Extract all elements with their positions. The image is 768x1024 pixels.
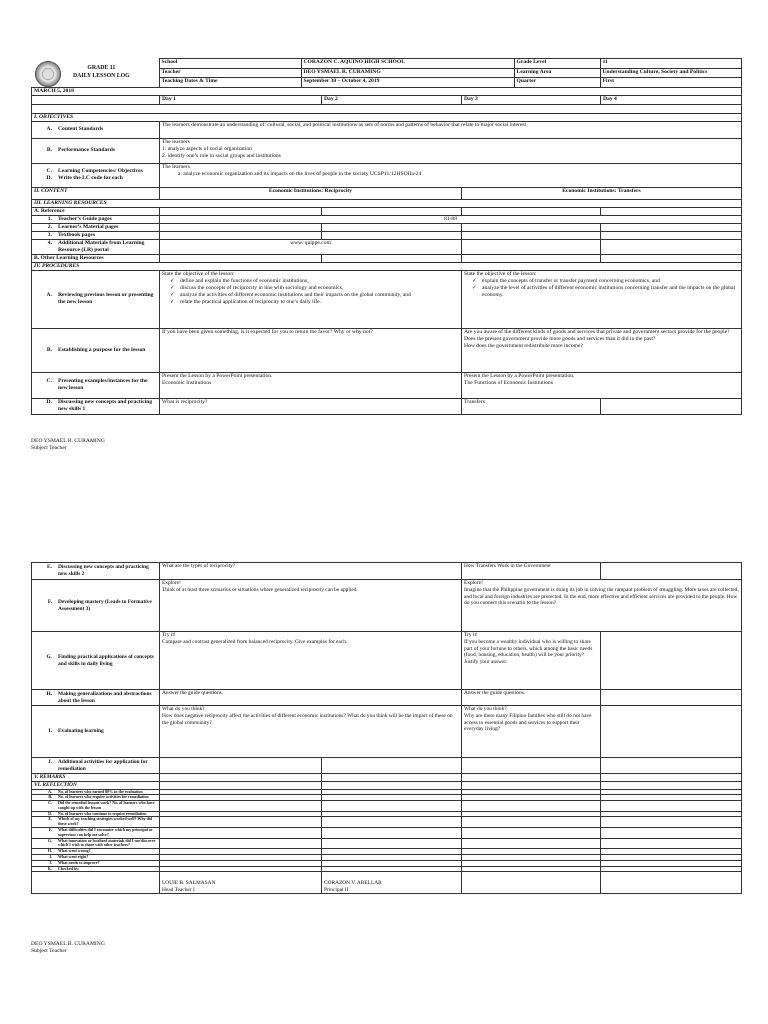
dates-value: September 30 – October 4, 2019 — [301, 78, 514, 88]
proc-b-label: Establishing a purpose for the lesson — [58, 346, 146, 353]
proc-b-day-3-4: Are you aware of the different kinds of goods and services that private and government sectors provide for the people? Does the present government provide more goods and services than it did in the past? How does the government redistribute more income? — [462, 328, 742, 372]
quarter-value: First — [600, 78, 741, 88]
proc-e-day-3: How Transfers Work in the Government — [462, 563, 601, 580]
proc-f-day-3-4: Explore! Imagine that the Philippine government is doing its job in solving the rampant problem of smuggling. More taxes are collected, and local and foreign industries are protected. In the end, more effective and efficient services are provided to the people. How do you connect this scenario to the lesson? — [462, 580, 742, 632]
other-resources-label: B. Other Learning Resources — [32, 254, 160, 262]
reflection-row: H. What went wrong? — [32, 849, 742, 855]
proc-e-label: Discussing new concepts and practicing new skills 2 — [58, 564, 149, 577]
reflection-rows — [32, 789, 742, 872]
reflection-row: J. What needs to improve? — [32, 860, 742, 866]
proc-c-day-1-2: Present the Lesson by a PowerPoint presentation. Economic Institutions — [160, 372, 462, 398]
performance-standards-text: The learners 1. analyze aspects of social organization 2. identify one’s role in social groups and institutions — [160, 138, 742, 163]
proc-d-day-3: Transfers — [462, 398, 601, 414]
reflection-row: D. No. of learners who continue to require remediation — [32, 811, 742, 817]
proc-h-day-1-2: Answer the guide questions. — [160, 690, 462, 706]
signature-role: Subject Teacher — [31, 948, 67, 955]
log-title: GRADE 11 — [87, 65, 116, 72]
signature-block-2 — [31, 941, 105, 956]
reflection-row: C. Did the remedial lessons work? No. of learners who have caught up with the lesson — [32, 801, 742, 812]
reflection-row: E. Which of my teaching strategies worked well? Why did these work? — [32, 817, 742, 828]
lesson-log-page-2 — [31, 562, 741, 894]
reflection-item-label: What needs to improve? — [58, 860, 100, 865]
log-date: MARCH 5, 2018 — [32, 87, 742, 95]
reflection-item-label: No. of learners who continue to require remediation — [58, 811, 147, 816]
checker-2: CORAZON V. ABELLAR Principal II — [322, 872, 462, 894]
deped-seal-icon — [35, 61, 61, 87]
reflection-item-label: What innovation or localized materials did I use/discover which I wish to share with other teachers? — [58, 838, 156, 848]
content-heading: II. CONTENT — [32, 187, 160, 199]
proc-i-day-3: What do you think? Why are there many Filipino families who still do not have access to essential goods and services to support their everyday living? — [462, 706, 601, 758]
lr-portal-label: Additional Materials from Learning Resource (LR) portal — [58, 239, 145, 253]
content-day-1-2: Economic Institutions: Reciprocity — [160, 187, 462, 199]
content-day-3-4: Economic Institutions: Transfers — [462, 187, 742, 199]
proc-c-day-3-4: Present the Lesson by a PowerPoint presentation. The Functions of Economic Institutions — [462, 372, 742, 398]
proc-h-label: Making generalizations and abstractions about the lesson — [58, 690, 152, 704]
proc-a-objective: ✓ explain the concepts of transfer or transfer payment concerning economics, and — [482, 278, 739, 285]
log-subtitle: DAILY LESSON LOG — [73, 72, 130, 79]
area-label: Learning Area — [514, 68, 600, 78]
reflection-heading: VI. REFLECTION — [32, 781, 160, 789]
reflection-item-label: What went wrong? — [58, 848, 91, 854]
performance-standards-label: Performance Standards — [58, 147, 116, 154]
content-standards-text: The learners demonstrate an understanding of: cultural, social, and political institutions as sets of norms and patterns of behavior that relate to major social interest — [160, 121, 742, 138]
reflection-row: I. What went right? — [32, 855, 742, 861]
reference-heading: A. Reference — [32, 207, 160, 215]
dates-label: Teaching Dates & Time — [159, 78, 301, 88]
reflection-row: A. No. of learners who earned 80% in the evaluation — [32, 789, 742, 795]
proc-i-day-1-2: What do you think? How does negative reciprocity affect the activities of different economic institutions? What do you think will be the impact of these on the global community? — [160, 706, 462, 758]
day-4-header: Day 4 — [601, 95, 742, 104]
day-3-header: Day 3 — [462, 95, 601, 104]
reflection-item-label: What went right? — [58, 854, 89, 860]
competencies-label: Learning Competencies/ Objectives Write the LC code for each — [58, 168, 143, 182]
signature-name: DEO YSMAEL R. CURAMING — [31, 438, 105, 444]
grade-value: 11 — [600, 59, 741, 69]
textbook-pages-label: Textbook pages — [58, 231, 95, 238]
reflection-item-label: Which of my teaching strategies worked well? Why did these work? — [58, 816, 153, 827]
proc-a-day-3-4: State the objective of the lesson: ✓ explain the concepts of transfer or transfer payment concerning economics, and ✓ analyze the level of activities of different economic institutions concerning transfer and the impacts on the global economy. — [462, 270, 742, 328]
signature-block-1 — [31, 438, 105, 453]
teacher-value: DEO YSMAEL R. CURAMING — [301, 68, 514, 78]
reflection-row: G. What innovation or localized materials did I use/discover which I wish to share with other teachers? — [32, 838, 742, 849]
proc-a-objective: ✓ analyze the activities of different economic institutions and their impacts on the global community, and — [180, 292, 459, 299]
reflection-item-label: No. of learners who require activities for remediation — [58, 794, 149, 800]
day-1-header: Day 1 — [160, 95, 322, 104]
tg-pages-label: Teacher’s Guide pages — [58, 215, 112, 222]
checker-1: LOUIE B. SALMASAN Head Teacher I — [160, 872, 322, 894]
reflection-row: B. No. of learners who require activities for remediation — [32, 795, 742, 801]
proc-e-day-1-2: What are the types of reciprocity? — [160, 563, 462, 580]
procedures-table-continued: E. Discussing new concepts and practicing new skills 2 What are the types of reciprocity? How Transfers Work in the Government F. Developing mastery (Leads to Formative Assessment 3) Explore! Think of at least three scenarios or situations where generalized reciprocity can be applied. Explore! Imagine that the Philippine government is doing its job in solving the rampant problem of smuggling. More taxes are collected, and local and foreign industries are protected. In the end, more effective and efficient services are provided to the people. How do you connect this scenario to the lesson? G. Finding practical applications of concepts and skills in daily living Try it! Compare and contrast generalized from balanced reciprocity. Give examples for each. Try it! If you become a wealthy individual who is willing to share part of your fortune to others, which among the basic needs (food, housing, education, health) will be your priority? Justify your answer. H. Making generalizations and abstractions about the lesson Answer the guide questions. Answer the guide questions. I. Evaluating learning What do you think? How does negative reciprocity affect the activities of different economic institutions? What do you think will be the impact of these on the global community? What do you think? Why are there many Filipino families who still do not have access to essential goods and services to support their everyday living? J. Additional activities for application for remediation V. REMARKS VI. REFLECTION A. No. of learners who earned 80% in the evaluation B. No. of learners who require activities for remediation C. Did the remedial lessons work? No. of learners who have caught up with the lesson D. No. of learners who continue to require remediation E. Which of my teaching strategies worked well? Why did these work? F. What difficulties did I encounter which my principal or supervisor can help me solve? G. What innovation or localized materials did I use/discover which I wish to share with other teachers? H. What went wrong? I. What went right? J. What needs to improve? K. Checked by: LOUIE B. SALMASAN Head Teacher I CORAZON V. ABELLAR Principal II — [31, 562, 742, 894]
lesson-log-page-1 — [31, 58, 741, 415]
proc-f-label: Developing mastery (Leads to Formative Assessment 3) — [58, 598, 152, 612]
proc-i-label: Evaluating learning — [58, 728, 104, 735]
reflection-item-label: Did the remedial lessons work? No. of learners who have caught up with the lesson — [58, 800, 155, 810]
school-label: School — [159, 59, 301, 69]
competencies-text: The learners a. analyze economic organization and its impacts on the lives of people in the society UCSP11/12HSOIIa-24 — [160, 163, 742, 187]
tg-pages-value: 81-88 — [160, 215, 742, 223]
proc-d-label: Discussing new concepts and practicing new skills 1 — [58, 399, 153, 413]
reflection-item-label: What difficulties did I encounter which my principal or supervisor can help me solve? — [58, 827, 153, 837]
proc-j-label: Additional activities for application for remediation — [58, 758, 148, 772]
proc-a-objective: ✓ relate the practical application of reciprocity to one’s daily life. — [180, 299, 459, 306]
reflection-item-label: No. of learners who earned 80% in the evaluation — [58, 789, 143, 794]
area-value: Understanding Culture, Society and Politics — [600, 68, 741, 78]
proc-h-day-3: Answer the guide questions. — [462, 690, 601, 706]
proc-a-label: Reviewing previous lesson or presenting the new lesson — [58, 292, 154, 306]
proc-f-day-1-2: Explore! Think of at least three scenarios or situations where generalized reciprocity can be applied. — [160, 580, 462, 632]
proc-d-day-1-2: What is reciprocity? — [160, 398, 462, 414]
proc-a-objective: ✓ discuss the concepts of reciprocity in line with sociology and economics, — [180, 285, 459, 292]
quarter-label: Quarter — [514, 78, 600, 88]
procedures-heading: IV. PROCEDURES — [32, 262, 742, 270]
lm-pages-label: Learner’s Material pages — [58, 223, 119, 230]
reflection-row: F. What difficulties did I encounter which my principal or supervisor can help me solve? — [32, 828, 742, 839]
grade-label: Grade Level — [514, 59, 600, 69]
resources-heading: III. LEARNING RESOURCES — [32, 199, 742, 207]
lesson-table: MARCH 5, 2018 Day 1 Day 2 Day 3 Day 4 I. OBJECTIVES A. Content Standards The learners demonstrate an understanding of: cultural, social, and political institutions as sets of norms and patterns of behavior that relate to major social interest B. Performance Standards The learners 1. analyze aspects of social organization 2. identify one’s role in social groups and institutions C. D. Learning Competencies/ Objectives Write the LC code for each The learners a. analyze economic organization and its impacts on the lives of people in the society UCSP11/12HSOIIa-24 II. CONTENT Economic Institutions: Reciprocity Economic Institutions: Transfers III. LEARNING RESOURCES A. Reference 1. Teacher’s Guide pages 81-88 2. Learner’s Material pages 3. Textbook pages 4. Additional Materials from Learning Resource (LR) portal www. quippe.com B. Other Learning Resources IV. PROCEDURES A. Reviewing previous lesson or presenting the new lesson State the objective of the lesson: ✓ define and explain the functions of economic institutions, ✓ discuss the concepts of reciprocity in line with sociology and economics, ✓ analyze the activities of different economic institutions and their impacts on the global community, and ✓ relate the practical application of reciprocity to one’s daily life. State the objective of the lesson: ✓ explain the concepts of transfer or transfer payment concerning economics, and ✓ analyze the level of activities of different economic institutions concerning transfer and the impacts on the global economy. B. Establishing a purpose for the lesson If you have been given something, is it expected for you to return the favor? Why or why not? Are you aware of the different kinds of goods and services that private and government sectors provide for the people? Does the present government provide more goods and services than it did in the past? How does the government redistribute more income? C. Presenting examples/instances for the new lesson Present the Lesson by a PowerPoint presentation. Economic Institutions Present the Lesson by a PowerPoint presentation. The Functions of Economic Institutions D. Discussing new concepts and practicing new skills 1 What is reciprocity? Transfers — [31, 87, 742, 415]
proc-g-day-1-2: Try it! Compare and contrast generalized from balanced reciprocity. Give examples for each. — [160, 632, 462, 690]
proc-a-day-1-2: State the objective of the lesson: ✓ define and explain the functions of economic institutions, ✓ discuss the concepts of reciprocity in line with sociology and economics, ✓ analyze the activities of different economic institutions and their impacts on the global community, and ✓ relate the practical application of reciprocity to one’s daily life. — [160, 270, 462, 328]
signature-name: DEO YSMAEL R. CURAMING — [31, 941, 105, 947]
school-value: CORAZON C. AQUINO HIGH SCHOOL — [301, 59, 514, 69]
teacher-label: Teacher — [159, 68, 301, 78]
proc-b-day-1-2: If you have been given something, is it expected for you to return the favor? Why or why not? — [160, 328, 462, 372]
proc-c-label: Presenting examples/instances for the new lesson — [58, 378, 148, 392]
day-2-header: Day 2 — [322, 95, 462, 104]
header-table — [31, 58, 742, 88]
proc-a-objective: ✓ analyze the level of activities of different economic institutions concerning transfer and the impacts on the global economy. — [482, 285, 739, 299]
lr-portal-value: www. quippe.com — [160, 239, 462, 254]
reflection-item-label: Checked by: — [58, 866, 80, 871]
signature-role: Subject Teacher — [31, 445, 67, 452]
remarks-heading: V. REMARKS — [32, 774, 160, 782]
proc-g-label: Finding practical applications of concepts and skills in daily living — [58, 653, 154, 667]
proc-a-objective: ✓ define and explain the functions of economic institutions, — [180, 278, 459, 285]
content-standards-label: Content Standards — [58, 126, 104, 133]
reflection-row: K. Checked by: — [32, 866, 742, 872]
proc-g-day-3: Try it! If you become a wealthy individual who is willing to share part of your fortune to others, which among the basic needs (food, housing, education, health) will be your priority? Justify your answer. — [462, 632, 601, 690]
objectives-heading: I. OBJECTIVES — [32, 113, 742, 121]
